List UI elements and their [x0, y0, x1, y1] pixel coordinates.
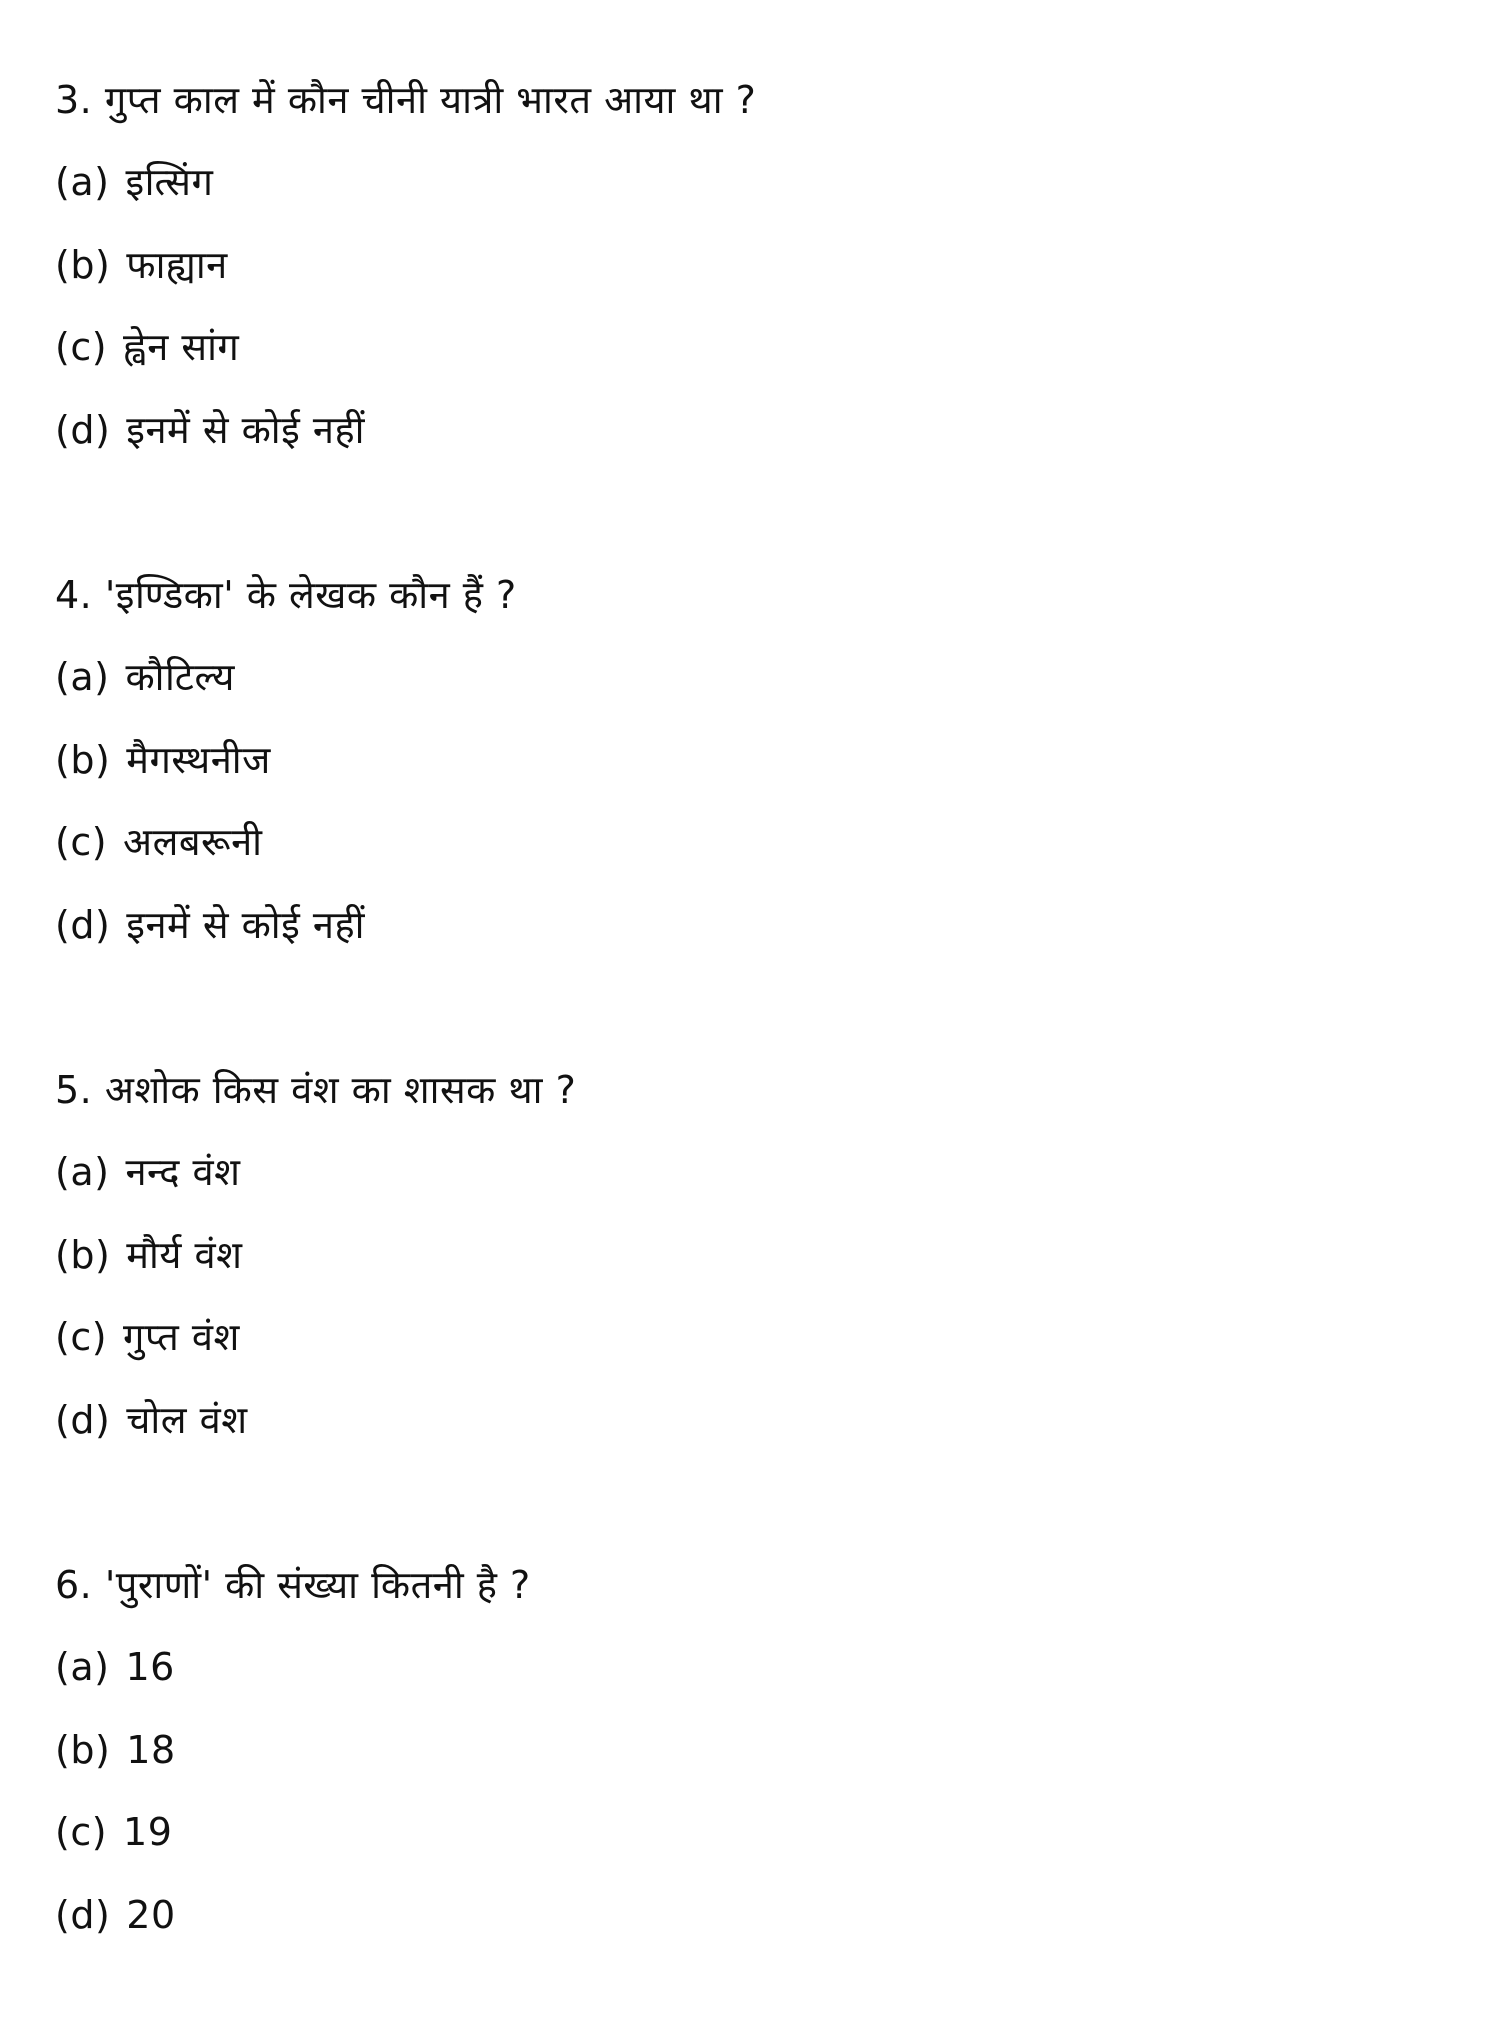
option-label: (b) — [55, 1233, 111, 1277]
option-text: इत्सिंग — [125, 160, 214, 204]
question-6-option-d — [55, 1890, 176, 1940]
option-text: नन्द वंश — [125, 1150, 241, 1194]
question-4-text: 4. 'इण्डिका' के लेखक कौन हैं ? — [55, 573, 517, 617]
option-label: (a) — [55, 1150, 110, 1194]
option-text: अलबरूनी — [123, 820, 263, 864]
option-label: (c) — [55, 325, 108, 369]
option-text: 19 — [123, 1810, 173, 1854]
option-label: (c) — [55, 1810, 108, 1854]
option-text: इनमें से कोई नहीं — [126, 903, 365, 947]
question-4-option-d — [55, 900, 365, 950]
question-5-option-b — [55, 1230, 242, 1280]
question-4-option-c — [55, 817, 263, 867]
question-4-option-a — [55, 652, 235, 702]
option-text: इनमें से कोई नहीं — [126, 408, 365, 452]
option-text: कौटिल्य — [125, 655, 235, 699]
option-label: (d) — [55, 408, 111, 452]
question-3-option-b — [55, 240, 228, 290]
option-text: मैगस्थनीज — [126, 738, 271, 782]
question-4-option-b — [55, 735, 271, 785]
question-3-option-a — [55, 157, 213, 207]
option-label: (d) — [55, 1893, 111, 1937]
option-text: फाह्यान — [126, 243, 228, 287]
option-text: 20 — [126, 1893, 176, 1937]
question-5-option-c — [55, 1312, 240, 1362]
question-5-option-d — [55, 1395, 248, 1445]
option-text: मौर्य वंश — [126, 1233, 243, 1277]
question-3-option-d — [55, 405, 365, 455]
question-6-option-b — [55, 1725, 176, 1775]
option-label: (a) — [55, 655, 110, 699]
question-6-option-a — [55, 1642, 175, 1692]
option-label: (d) — [55, 903, 111, 947]
option-label: (b) — [55, 738, 111, 782]
question-3-option-c — [55, 322, 239, 372]
option-label: (c) — [55, 1315, 108, 1359]
question-5-option-a — [55, 1147, 241, 1197]
option-label: (a) — [55, 160, 110, 204]
question-3-text: 3. गुप्त काल में कौन चीनी यात्री भारत आया था ? — [55, 78, 757, 122]
question-5-text: 5. अशोक किस वंश का शासक था ? — [55, 1068, 577, 1112]
option-text: 16 — [125, 1645, 175, 1689]
question-6-text: 6. 'पुराणों' की संख्या कितनी है ? — [55, 1563, 531, 1607]
option-label: (a) — [55, 1645, 110, 1689]
option-text: 18 — [126, 1728, 176, 1772]
option-label: (d) — [55, 1398, 111, 1442]
option-text: गुप्त वंश — [123, 1315, 240, 1359]
option-label: (b) — [55, 1728, 111, 1772]
option-text: ह्वेन सांग — [123, 325, 240, 369]
option-label: (b) — [55, 243, 111, 287]
option-label: (c) — [55, 820, 108, 864]
question-6-option-c — [55, 1807, 172, 1857]
option-text: चोल वंश — [126, 1398, 248, 1442]
